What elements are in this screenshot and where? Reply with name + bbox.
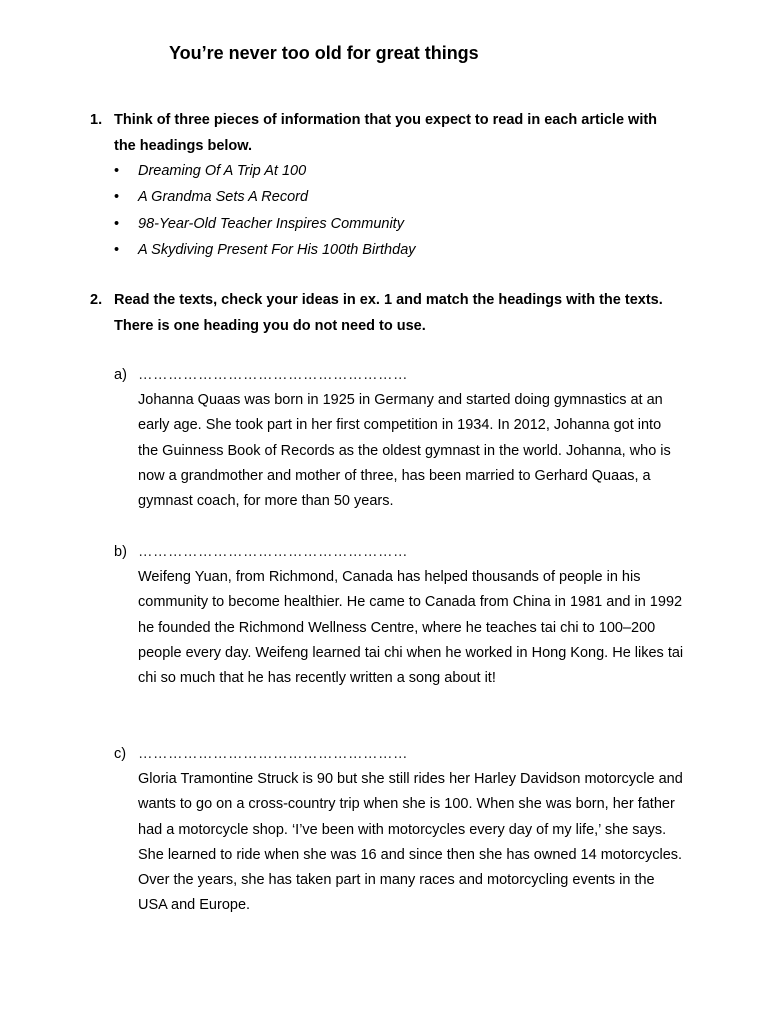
text-b-answer-blank[interactable]: ………………………………………………	[138, 544, 408, 560]
heading-text: A Skydiving Present For His 100th Birthday	[138, 241, 416, 258]
text-c-letter: c)	[114, 746, 127, 762]
heading-text: A Grandma Sets A Record	[138, 189, 309, 206]
question-2-text: Read the texts, check your ideas in ex. 1 and match the headings with the texts. There is one heading you do not need to use.	[114, 292, 663, 334]
heading-item	[114, 158, 416, 184]
text-b-letter: b)	[114, 544, 127, 560]
question-1-text: Think of three pieces of information that you expect to read in each article with the headings below.	[114, 112, 658, 154]
heading-item	[114, 184, 416, 210]
text-b	[114, 540, 684, 691]
heading-item	[114, 237, 416, 263]
heading-text: 98-Year-Old Teacher Inspires Community	[138, 215, 404, 232]
heading-item	[114, 211, 416, 237]
question-2	[90, 287, 680, 339]
text-c	[114, 742, 684, 918]
page-title: You’re never too old for great things	[169, 43, 479, 63]
text-a-answer-blank[interactable]: ………………………………………………	[138, 367, 408, 383]
question-1-number: 1.	[90, 112, 103, 128]
text-a-letter: a)	[114, 367, 127, 383]
bullet-icon: •	[114, 215, 120, 232]
text-a-body: Johanna Quaas was born in 1925 in Germany and started doing gymnastics at an early age. She took part in her first competition in 1934. In 2012, Johanna got into the Guinness Book of Records as the oldest gymnast in the world. Johanna, who is now a grandmother and mother of three, has been married to Gerhard Quaas, a gymnast coach, for more than 50 years.	[138, 392, 671, 510]
headings-list	[114, 158, 416, 263]
bullet-icon: •	[114, 163, 120, 179]
heading-text: Dreaming Of A Trip At 100	[138, 163, 307, 179]
bullet-icon: •	[114, 241, 120, 258]
text-c-body: Gloria Tramontine Struck is 90 but she still rides her Harley Davidson motorcycle and wants to go on a cross-country trip when she is 100. When she was born, her father had a motorcycle shop. ‘I’ve been with motorcycles every day of my life,’ she says. She learned to ride when she was 16 and since then she has owned 14 motorcycles. Over the years, she has taken part in many races and motorcycling events in the USA and Europe.	[138, 771, 683, 914]
question-1	[90, 107, 680, 159]
question-2-number: 2.	[90, 292, 103, 308]
bullet-icon: •	[114, 189, 120, 206]
text-c-answer-blank[interactable]: ………………………………………………	[138, 746, 408, 762]
text-a	[114, 363, 684, 514]
text-b-body: Weifeng Yuan, from Richmond, Canada has helped thousands of people in his community to become healthier. He came to Canada from China in 1981 and in 1992 he founded the Richmond Wellness Centre, where he teaches tai chi to 100–200 people every day. Weifeng learned tai chi when he worked in Hong Kong. He likes tai chi so much that he has recently written a song about it!	[138, 569, 684, 687]
